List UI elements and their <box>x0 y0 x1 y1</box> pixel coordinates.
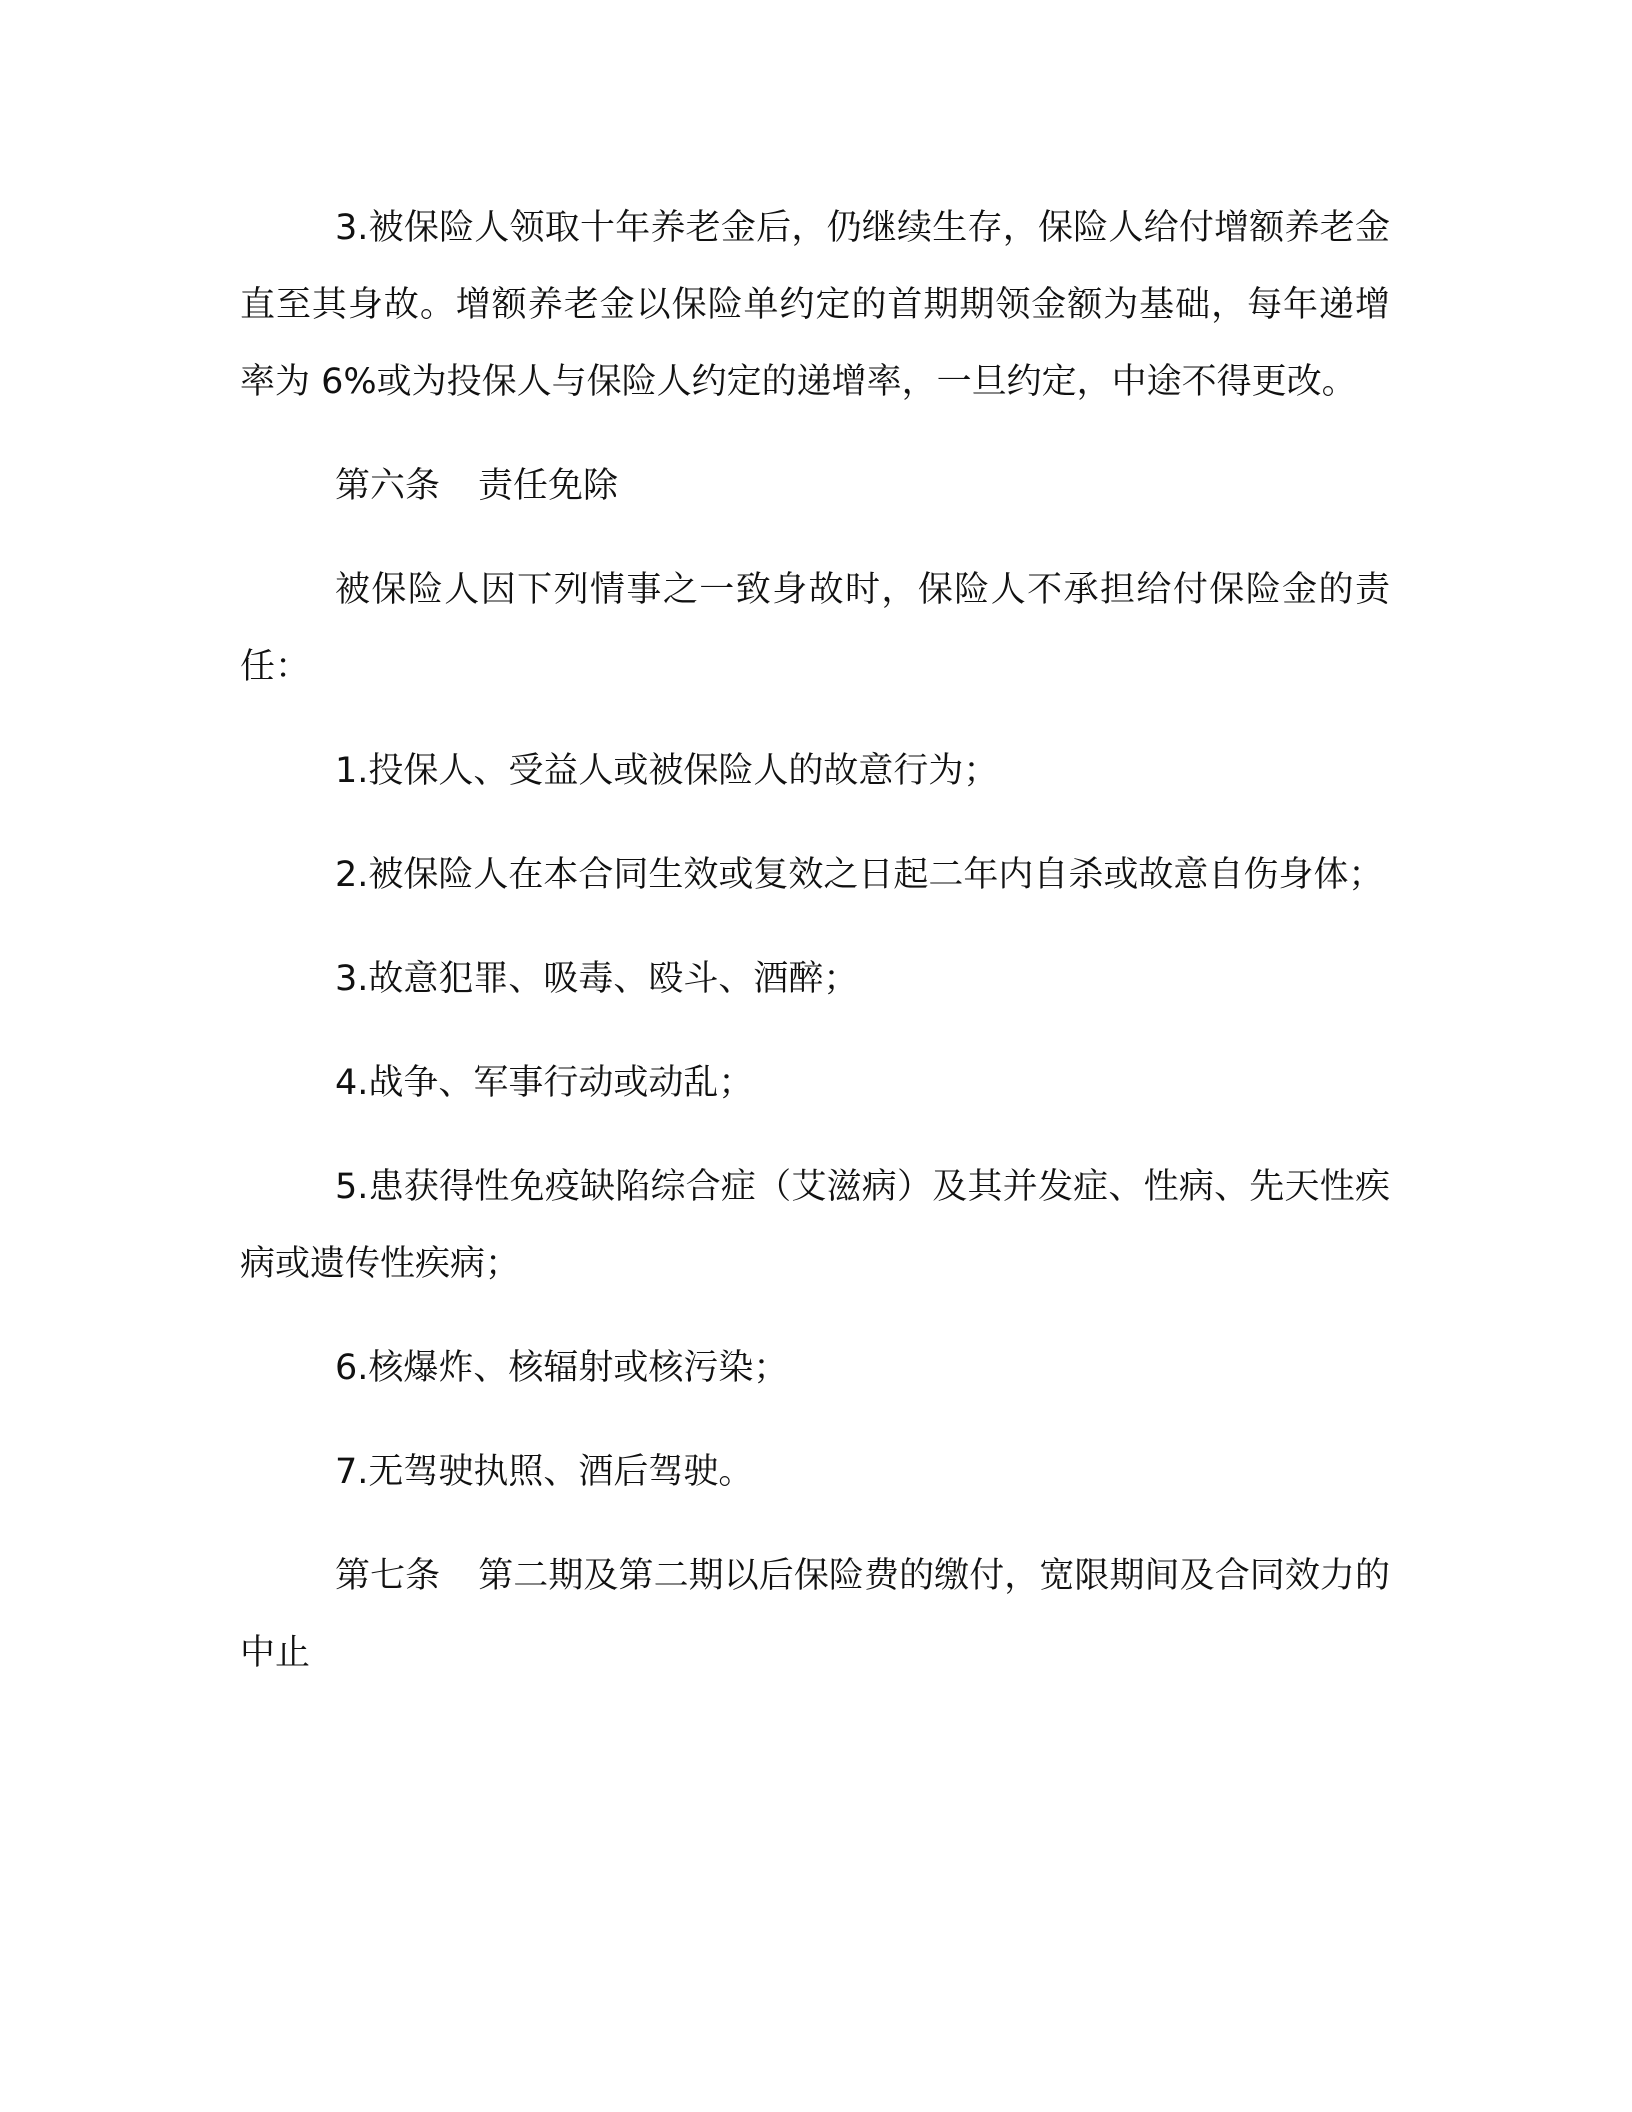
article-number: 第七条 <box>335 1556 441 1596</box>
list-item: 4.战争、军事行动或动乱； <box>335 1063 754 1103</box>
list-item: 2.被保险人在本合同生效或复效之日起二年内自杀或故意自伤身体； <box>335 855 1384 895</box>
article-title: 责任免除 <box>478 466 619 506</box>
article-number: 第六条 <box>335 466 441 506</box>
paragraph-increment-pension: 3.被保险人领取十年养老金后，仍继续生存，保险人给付增额养老金直至其身故。增额养老金以保险单约定的首期期领金额为基础，每年递增率为 6%或为投保人与保险人约定的递增率，一旦约定，中途不得更改。 <box>240 208 1390 402</box>
list-item: 6.核爆炸、核辐射或核污染； <box>335 1348 789 1388</box>
article-seven-heading <box>240 1538 1390 1692</box>
list-item: 1.投保人、受益人或被保险人的故意行为； <box>335 751 999 791</box>
list-item: 3.故意犯罪、吸毒、殴斗、酒醉； <box>335 959 859 999</box>
list-item: 5.患获得性免疫缺陷综合症（艾滋病）及其并发症、性病、先天性疾病或遗传性疾病； <box>240 1167 1390 1284</box>
list-item: 7.无驾驶执照、酒后驾驶。 <box>335 1452 754 1492</box>
paragraph-exclusion-intro: 被保险人因下列情事之一致身故时，保险人不承担给付保险金的责任： <box>240 570 1390 687</box>
document-body <box>240 190 1390 1692</box>
article-title: 第二期及第二期以后保险费的缴付，宽限期间及合同效力的中止 <box>240 1556 1390 1673</box>
article-six-heading <box>240 448 1390 525</box>
